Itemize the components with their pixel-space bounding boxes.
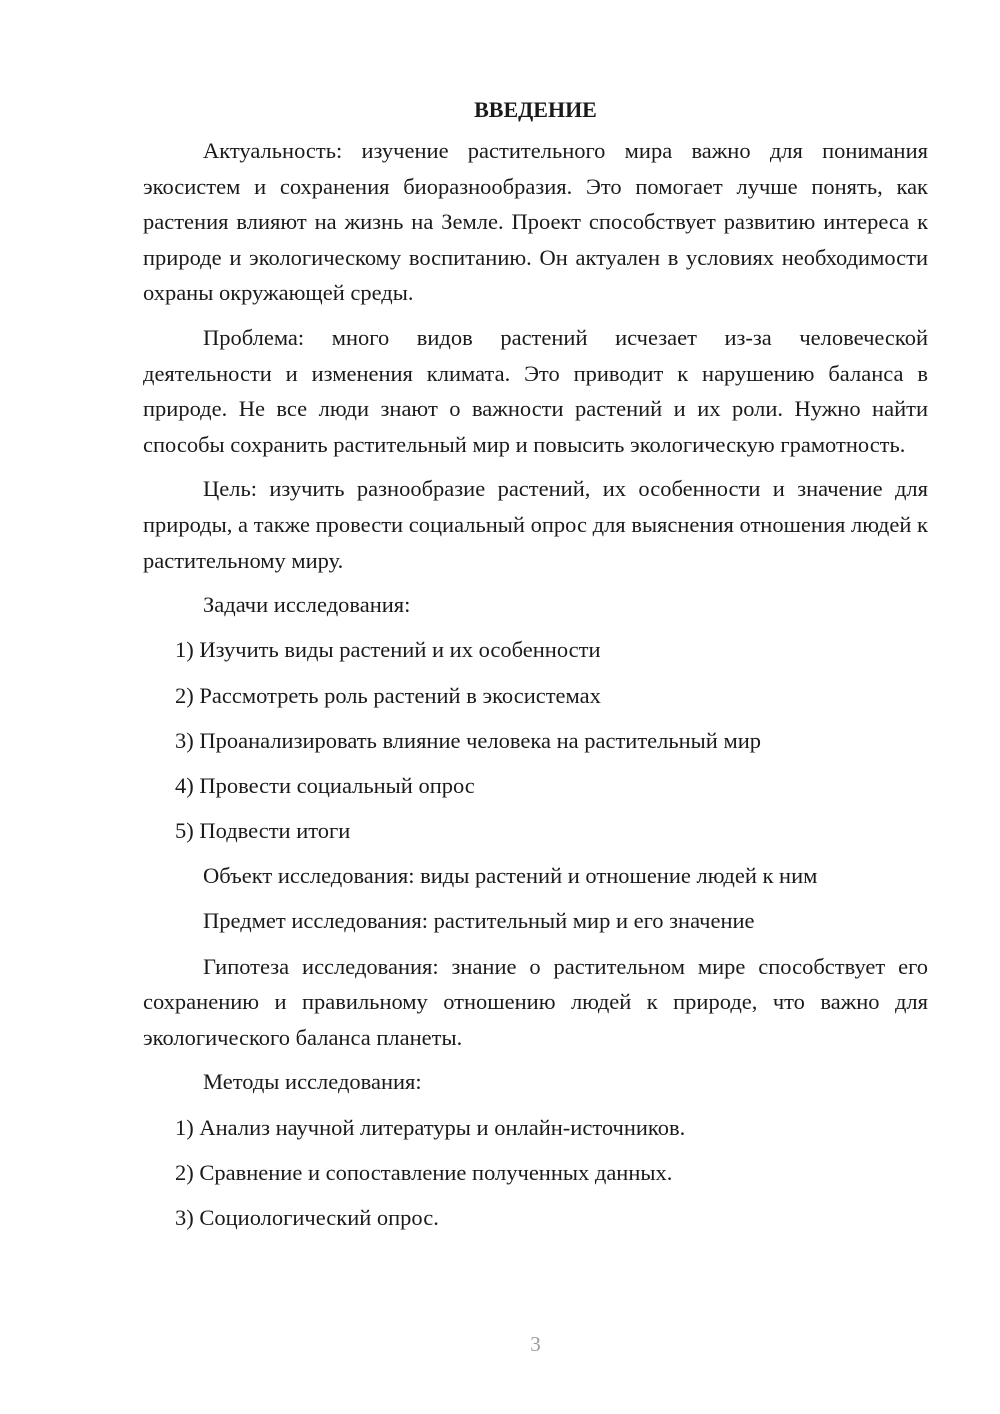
hypothesis-paragraph: Гипотеза исследования: знание о растительном мире способствует его сохранению и правильному отношению людей к природе, что важно для экологического баланса планеты. [143, 953, 928, 1050]
list-item: 5) Подвести итоги [175, 818, 351, 844]
problem-paragraph: Проблема: много видов растений исчезает из-за человеческой деятельности и изменения климата. Это приводит к нарушению баланса в природе. Не все люди знают о важности растений и их роли. Нужно найти способы сохранить растительный мир и повысить экологическую грамотность. [143, 324, 928, 457]
tasks-heading: Задачи исследования: [203, 592, 411, 618]
goal-paragraph: Цель: изучить разнообразие растений, их особенности и значение для природы, а также провести социальный опрос для выяснения отношения людей к растительному миру. [143, 476, 928, 573]
document-page [143, 95, 928, 1245]
list-item: 3) Социологический опрос. [175, 1204, 439, 1230]
page-number: 3 [530, 1332, 541, 1356]
list-item: 2) Рассмотреть роль растений в экосистемах [175, 682, 601, 708]
methods-list [143, 1110, 928, 1236]
object-line: Объект исследования: виды растений и отношение людей к ним [203, 863, 818, 889]
list-item: 2) Сравнение и сопоставление полученных данных. [175, 1159, 673, 1185]
methods-heading: Методы исследования: [203, 1069, 422, 1095]
section-title: ВВЕДЕНИЕ [474, 97, 597, 122]
list-item: 4) Провести социальный опрос [175, 772, 475, 798]
list-item: 1) Изучить виды растений и их особенности [175, 637, 601, 663]
subject-line: Предмет исследования: растительный мир и его значение [203, 908, 755, 934]
relevance-paragraph: Актуальность: изучение растительного мира важно для понимания экосистем и сохранения биоразнообразия. Это помогает лучше понять, как растения влияют на жизнь на Земле. Проект способствует развитию интереса к природе и экологическому воспитанию. Он актуален в условиях необходимости охраны окружающей среды. [143, 138, 928, 306]
list-item: 3) Проанализировать влияние человека на растительный мир [175, 727, 761, 753]
list-item: 1) Анализ научной литературы и онлайн-источников. [175, 1114, 686, 1140]
tasks-list [143, 632, 928, 848]
